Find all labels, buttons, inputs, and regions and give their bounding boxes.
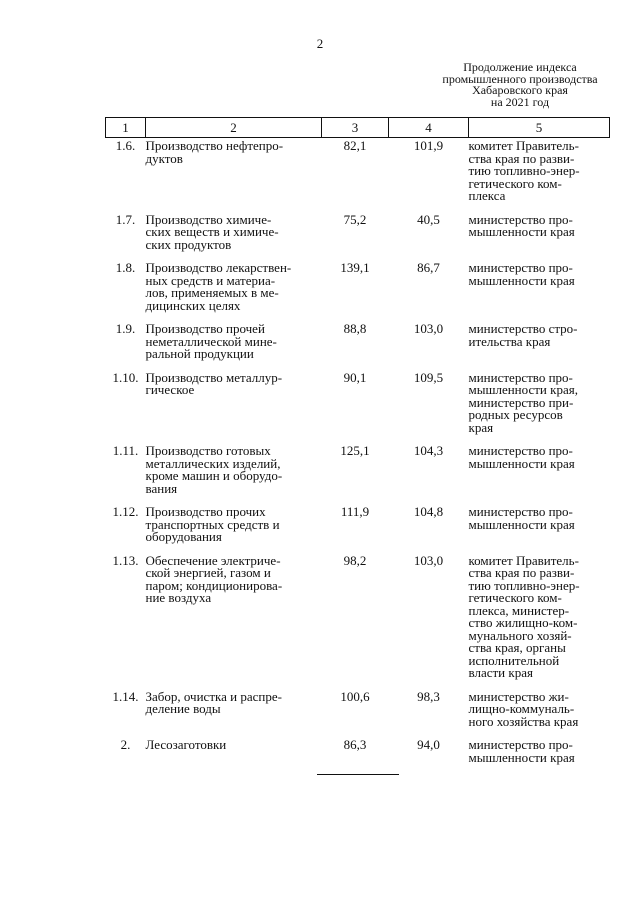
row-name-cell	[146, 553, 322, 689]
responsible-line: гетического ком-	[468, 175, 562, 191]
table-row	[106, 689, 610, 738]
responsible-line: ства края по разви-	[468, 565, 575, 580]
responsible-cell	[469, 212, 610, 261]
row-name-line: металлических изделий,	[145, 455, 281, 471]
column-header-1: 1	[106, 118, 146, 138]
responsible-line: гетического ком-	[468, 590, 562, 605]
row-name-line: ской энергией, газом и	[145, 565, 271, 580]
table-row	[106, 321, 610, 370]
value-col3: 139,1	[340, 260, 370, 275]
value-col3: 86,3	[343, 737, 367, 752]
continuation-line: на 2021 год	[490, 94, 550, 109]
row-name-cell	[146, 737, 322, 773]
table-row	[106, 737, 610, 773]
row-name-line: гическое	[145, 382, 195, 397]
responsible-line: мышленности края	[468, 272, 575, 288]
row-name-line: Производство прочей	[145, 321, 265, 336]
value-col4: 101,9	[413, 138, 444, 153]
responsible-line: министерство жи-	[468, 688, 569, 704]
value-col4: 86,7	[417, 260, 440, 275]
responsible-line: исполнительной	[468, 652, 560, 668]
row-name-cell	[146, 443, 322, 504]
responsible-cell	[469, 443, 610, 504]
value-col4: 109,5	[413, 369, 444, 385]
responsible-line: ства края, органы	[468, 640, 566, 655]
value-col4: 94,0	[417, 737, 440, 752]
responsible-line: комитет Правитель-	[468, 138, 579, 153]
table-row	[106, 138, 610, 212]
row-number: 1.13.	[112, 552, 139, 568]
value-col3: 90,1	[343, 369, 367, 385]
responsible-line: власти края	[468, 665, 533, 680]
table-row	[106, 212, 610, 261]
row-name-cell	[146, 212, 322, 261]
row-name-line: Производство металлур-	[145, 369, 283, 385]
responsible-line: ного хозяйства края	[468, 713, 579, 729]
table-row	[106, 260, 610, 321]
row-name-cell	[146, 138, 322, 212]
responsible-line: ство жилищно-ком-	[468, 615, 578, 630]
responsible-line: ительства края	[468, 333, 551, 349]
row-number: 1.6.	[115, 138, 136, 153]
responsible-line: министерство про-	[468, 443, 573, 458]
continuation-line: Продолжение индекса	[463, 60, 577, 74]
value-col3: 111,9	[340, 504, 370, 519]
row-name-cell	[146, 321, 322, 370]
row-name-line: Производство прочих	[145, 504, 266, 519]
separator-line	[317, 774, 399, 775]
responsible-line: мышленности края	[468, 455, 575, 471]
responsible-line: родных ресурсов	[468, 407, 563, 422]
responsible-line: министерство про-	[468, 211, 573, 227]
row-number: 1.12.	[112, 504, 139, 519]
responsible-line: мышленности края	[468, 749, 575, 765]
row-number: 1.14.	[112, 688, 139, 704]
responsible-cell	[469, 553, 610, 689]
responsible-line: плекса, министер-	[468, 602, 570, 618]
row-name-line: неметаллической мине-	[145, 333, 277, 349]
table-row	[106, 504, 610, 553]
row-name-line: дицинских целях	[145, 297, 241, 313]
row-name-line: Забор, очистка и распре-	[145, 688, 282, 704]
row-number: 2.	[120, 737, 131, 752]
value-col4: 104,3	[413, 443, 444, 458]
value-col4: 98,3	[417, 688, 440, 704]
row-name-line: деление воды	[145, 701, 221, 716]
responsible-cell	[469, 737, 610, 773]
responsible-cell	[469, 260, 610, 321]
row-number: 1.8.	[115, 260, 136, 275]
row-number: 1.11.	[112, 443, 139, 458]
responsible-line: края	[468, 419, 494, 435]
responsible-line: министерство стро-	[468, 321, 578, 336]
row-name-line: ных средств и материа-	[145, 272, 276, 288]
responsible-line: министерство при-	[468, 394, 574, 410]
responsible-cell	[469, 321, 610, 370]
responsible-cell	[469, 504, 610, 553]
row-name-line: кроме машин и оборудо-	[145, 468, 283, 483]
row-name-cell	[146, 689, 322, 738]
value-col3: 125,1	[340, 443, 370, 458]
responsible-cell	[469, 689, 610, 738]
table-header-row	[106, 118, 610, 138]
responsible-line: мышленности края	[468, 224, 575, 239]
continuation-note	[420, 62, 620, 108]
row-name-cell	[146, 370, 322, 444]
continuation-line: Хабаровского края	[472, 83, 568, 97]
row-name-line: паром; кондиционирова-	[145, 577, 283, 593]
responsible-line: министерство про-	[468, 369, 573, 385]
row-name-line: транспортных средств и	[145, 516, 280, 532]
column-header-3: 3	[322, 118, 389, 138]
responsible-line: комитет Правитель-	[468, 552, 579, 568]
row-name-line: ние воздуха	[145, 590, 212, 605]
row-name-line: Лесозаготовки	[145, 737, 227, 752]
responsible-line: мышленности края	[468, 516, 575, 532]
row-name-line: Производство лекарствен-	[145, 260, 292, 275]
responsible-line: министерство про-	[468, 737, 573, 752]
responsible-line: ства края по разви-	[468, 150, 575, 166]
value-col4: 40,5	[417, 211, 440, 227]
row-name-line: ских веществ и химиче-	[145, 224, 279, 239]
row-number: 1.10.	[112, 369, 139, 385]
column-header-4: 4	[389, 118, 469, 138]
row-name-cell	[146, 260, 322, 321]
row-name-line: Производство готовых	[145, 443, 271, 458]
value-col3: 88,8	[343, 321, 367, 336]
table-row	[106, 370, 610, 444]
responsible-line: плекса	[468, 188, 506, 203]
responsible-line: министерство про-	[468, 504, 573, 519]
row-name-line: вания	[145, 480, 178, 496]
responsible-cell	[469, 370, 610, 444]
row-name-line: Производство химиче-	[145, 211, 272, 227]
page-number: 2	[316, 36, 324, 51]
index-table	[105, 117, 610, 773]
row-name-cell	[146, 504, 322, 553]
column-header-5: 5	[469, 118, 610, 138]
table-row	[106, 443, 610, 504]
responsible-line: мышленности края,	[468, 382, 578, 397]
continuation-line: промышленного производства	[442, 71, 598, 86]
responsible-line: министерство про-	[468, 260, 573, 275]
row-name-line: дуктов	[145, 150, 183, 166]
row-name-line: оборудования	[145, 529, 222, 544]
responsible-line: тию топливно-энер-	[468, 163, 580, 178]
row-number: 1.9.	[115, 321, 136, 336]
responsible-line: лищно-коммуналь-	[468, 701, 575, 716]
responsible-line: мунального хозяй-	[468, 627, 572, 643]
table-row	[106, 553, 610, 689]
value-col4: 104,8	[413, 504, 444, 519]
row-name-line: лов, применяемых в ме-	[145, 285, 279, 300]
value-col3: 75,2	[343, 211, 367, 227]
row-name-line: ских продуктов	[145, 236, 232, 252]
value-col3: 98,2	[343, 552, 367, 568]
row-name-line: Производство нефтепро-	[145, 138, 284, 153]
row-number: 1.7.	[115, 211, 136, 227]
value-col3: 82,1	[343, 138, 367, 153]
responsible-cell	[469, 138, 610, 212]
column-header-2: 2	[146, 118, 322, 138]
row-name-line: Обеспечение электриче-	[145, 552, 281, 568]
row-name-line: ральной продукции	[145, 346, 254, 361]
value-col4: 103,0	[413, 552, 444, 568]
value-col3: 100,6	[340, 688, 370, 704]
responsible-line: тию топливно-энер-	[468, 577, 580, 593]
value-col4: 103,0	[413, 321, 444, 336]
